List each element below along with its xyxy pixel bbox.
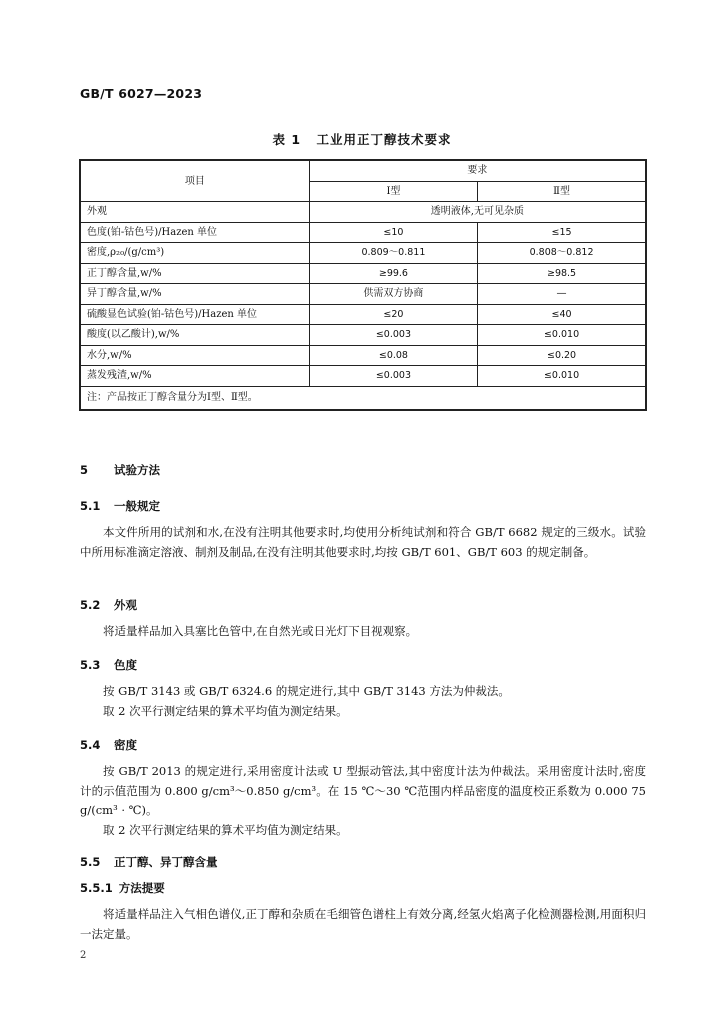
paragraph-5-1: 本文件所用的试剂和水,在没有注明其他要求时,均使用分析纯试剂和符合 GB/T 6682 规定的三级水。试验中所用标准滴定溶液、制剂及制品,在没有注明其他要求时,均按 GB/T 601、GB/T 603 的规定制备。: [80, 525, 646, 559]
paragraph-5-3b: 取 2 次平行测定结果的算术平均值为测定结果。: [103, 704, 348, 718]
section-title: 色度: [114, 658, 137, 672]
paragraph-5-5-1: 将适量样品注入气相色谱仪,正丁醇和杂质在毛细管色谱柱上有效分离,经氢火焰离子化检测器检测,用面积归一法定量。: [80, 907, 646, 941]
section-number: 5.1: [80, 499, 101, 513]
table-row: [80, 263, 646, 284]
section-heading: [80, 498, 160, 514]
header-type1: Ⅰ型: [309, 181, 477, 202]
table-row: [80, 222, 646, 243]
paragraph-5-4b: 取 2 次平行测定结果的算术平均值为测定结果。: [103, 823, 348, 837]
row-type2-value: ≤0.010: [478, 366, 646, 387]
row-type2-value: ≥98.5: [478, 263, 646, 284]
section-heading: [80, 737, 137, 753]
table-row: [80, 366, 646, 387]
section-number: 5.4: [80, 738, 101, 752]
section-heading: [80, 880, 165, 896]
row-item: 密度,ρ₂₀/(g/cm³): [80, 243, 309, 264]
row-type2-value: 0.808～0.812: [478, 243, 646, 264]
table-caption-title: 工业用正丁醇技术要求: [316, 132, 452, 147]
table-row: [80, 304, 646, 325]
row-type1-value: ≤0.08: [309, 345, 477, 366]
section-number: 5: [80, 463, 89, 477]
paragraph-5-3a: 按 GB/T 3143 或 GB/T 6324.6 的规定进行,其中 GB/T 3143 方法为仲裁法。: [103, 684, 510, 698]
row-merged-value: 透明液体,无可见杂质: [309, 202, 646, 223]
row-item: 酸度(以乙酸计),w/%: [80, 325, 309, 346]
section-heading: [80, 854, 218, 870]
row-type1-value: ≥99.6: [309, 263, 477, 284]
row-type1-value: 0.809～0.811: [309, 243, 477, 264]
row-type2-value: ≤0.010: [478, 325, 646, 346]
section-number: 5.2: [80, 598, 101, 612]
section-number: 5.5.1: [80, 881, 113, 895]
row-item: 外观: [80, 202, 309, 223]
table-row: [80, 202, 646, 223]
page-number: 2: [80, 950, 87, 961]
table-row: [80, 325, 646, 346]
section-title: 密度: [114, 738, 137, 752]
header-type2: Ⅱ型: [478, 181, 646, 202]
section-number: 5.5: [80, 855, 101, 869]
row-item: 硫酸显色试验(铂-钴色号)/Hazen 单位: [80, 304, 309, 325]
row-type2-value: —: [478, 284, 646, 305]
section-title: 外观: [114, 598, 137, 612]
row-type1-value: ≤20: [309, 304, 477, 325]
spec-table: [79, 159, 647, 411]
paragraph-5-4a: 按 GB/T 2013 的规定进行,采用密度计法或 U 型振动管法,其中密度计法为仲裁法。采用密度计法时,密度计的示值范围为 0.800 g/cm³～0.850 g/cm³。在 15 ℃～30 ℃范围内样品密度的温度校正系数为 0.000 75 g/(cm³ · ℃)。: [80, 764, 646, 817]
row-item: 水分,w/%: [80, 345, 309, 366]
standard-code: GB/T 6027—2023: [80, 86, 203, 101]
row-type1-value: ≤0.003: [309, 325, 477, 346]
table-row: [80, 345, 646, 366]
paragraph-5-2: 将适量样品加入具塞比色管中,在自然光或日光灯下目视观察。: [103, 624, 418, 638]
row-type2-value: ≤0.20: [478, 345, 646, 366]
table-note: 注：产品按正丁醇含量分为Ⅰ型、Ⅱ型。: [80, 386, 646, 410]
section-heading: [80, 657, 137, 673]
table-caption: [0, 130, 724, 148]
section-title: 正丁醇、异丁醇含量: [114, 855, 218, 869]
table-row: [80, 284, 646, 305]
section-number: 5.3: [80, 658, 101, 672]
row-type1-value: ≤0.003: [309, 366, 477, 387]
section-title: 方法提要: [118, 881, 165, 895]
row-item: 异丁醇含量,w/%: [80, 284, 309, 305]
row-type2-value: ≤15: [478, 222, 646, 243]
row-type1-value: 供需双方协商: [309, 284, 477, 305]
row-item: 正丁醇含量,w/%: [80, 263, 309, 284]
table-row: [80, 243, 646, 264]
row-type2-value: ≤40: [478, 304, 646, 325]
table-caption-number: 表 1: [272, 132, 302, 147]
section-title: 一般规定: [114, 499, 160, 513]
header-requirement: 要求: [309, 160, 646, 181]
section-title: 试验方法: [114, 463, 160, 477]
header-item: 项目: [80, 160, 309, 202]
row-item: 色度(铂-钴色号)/Hazen 单位: [80, 222, 309, 243]
row-item: 蒸发残渣,w/%: [80, 366, 309, 387]
row-type1-value: ≤10: [309, 222, 477, 243]
section-heading: [80, 462, 160, 478]
section-heading: [80, 597, 137, 613]
